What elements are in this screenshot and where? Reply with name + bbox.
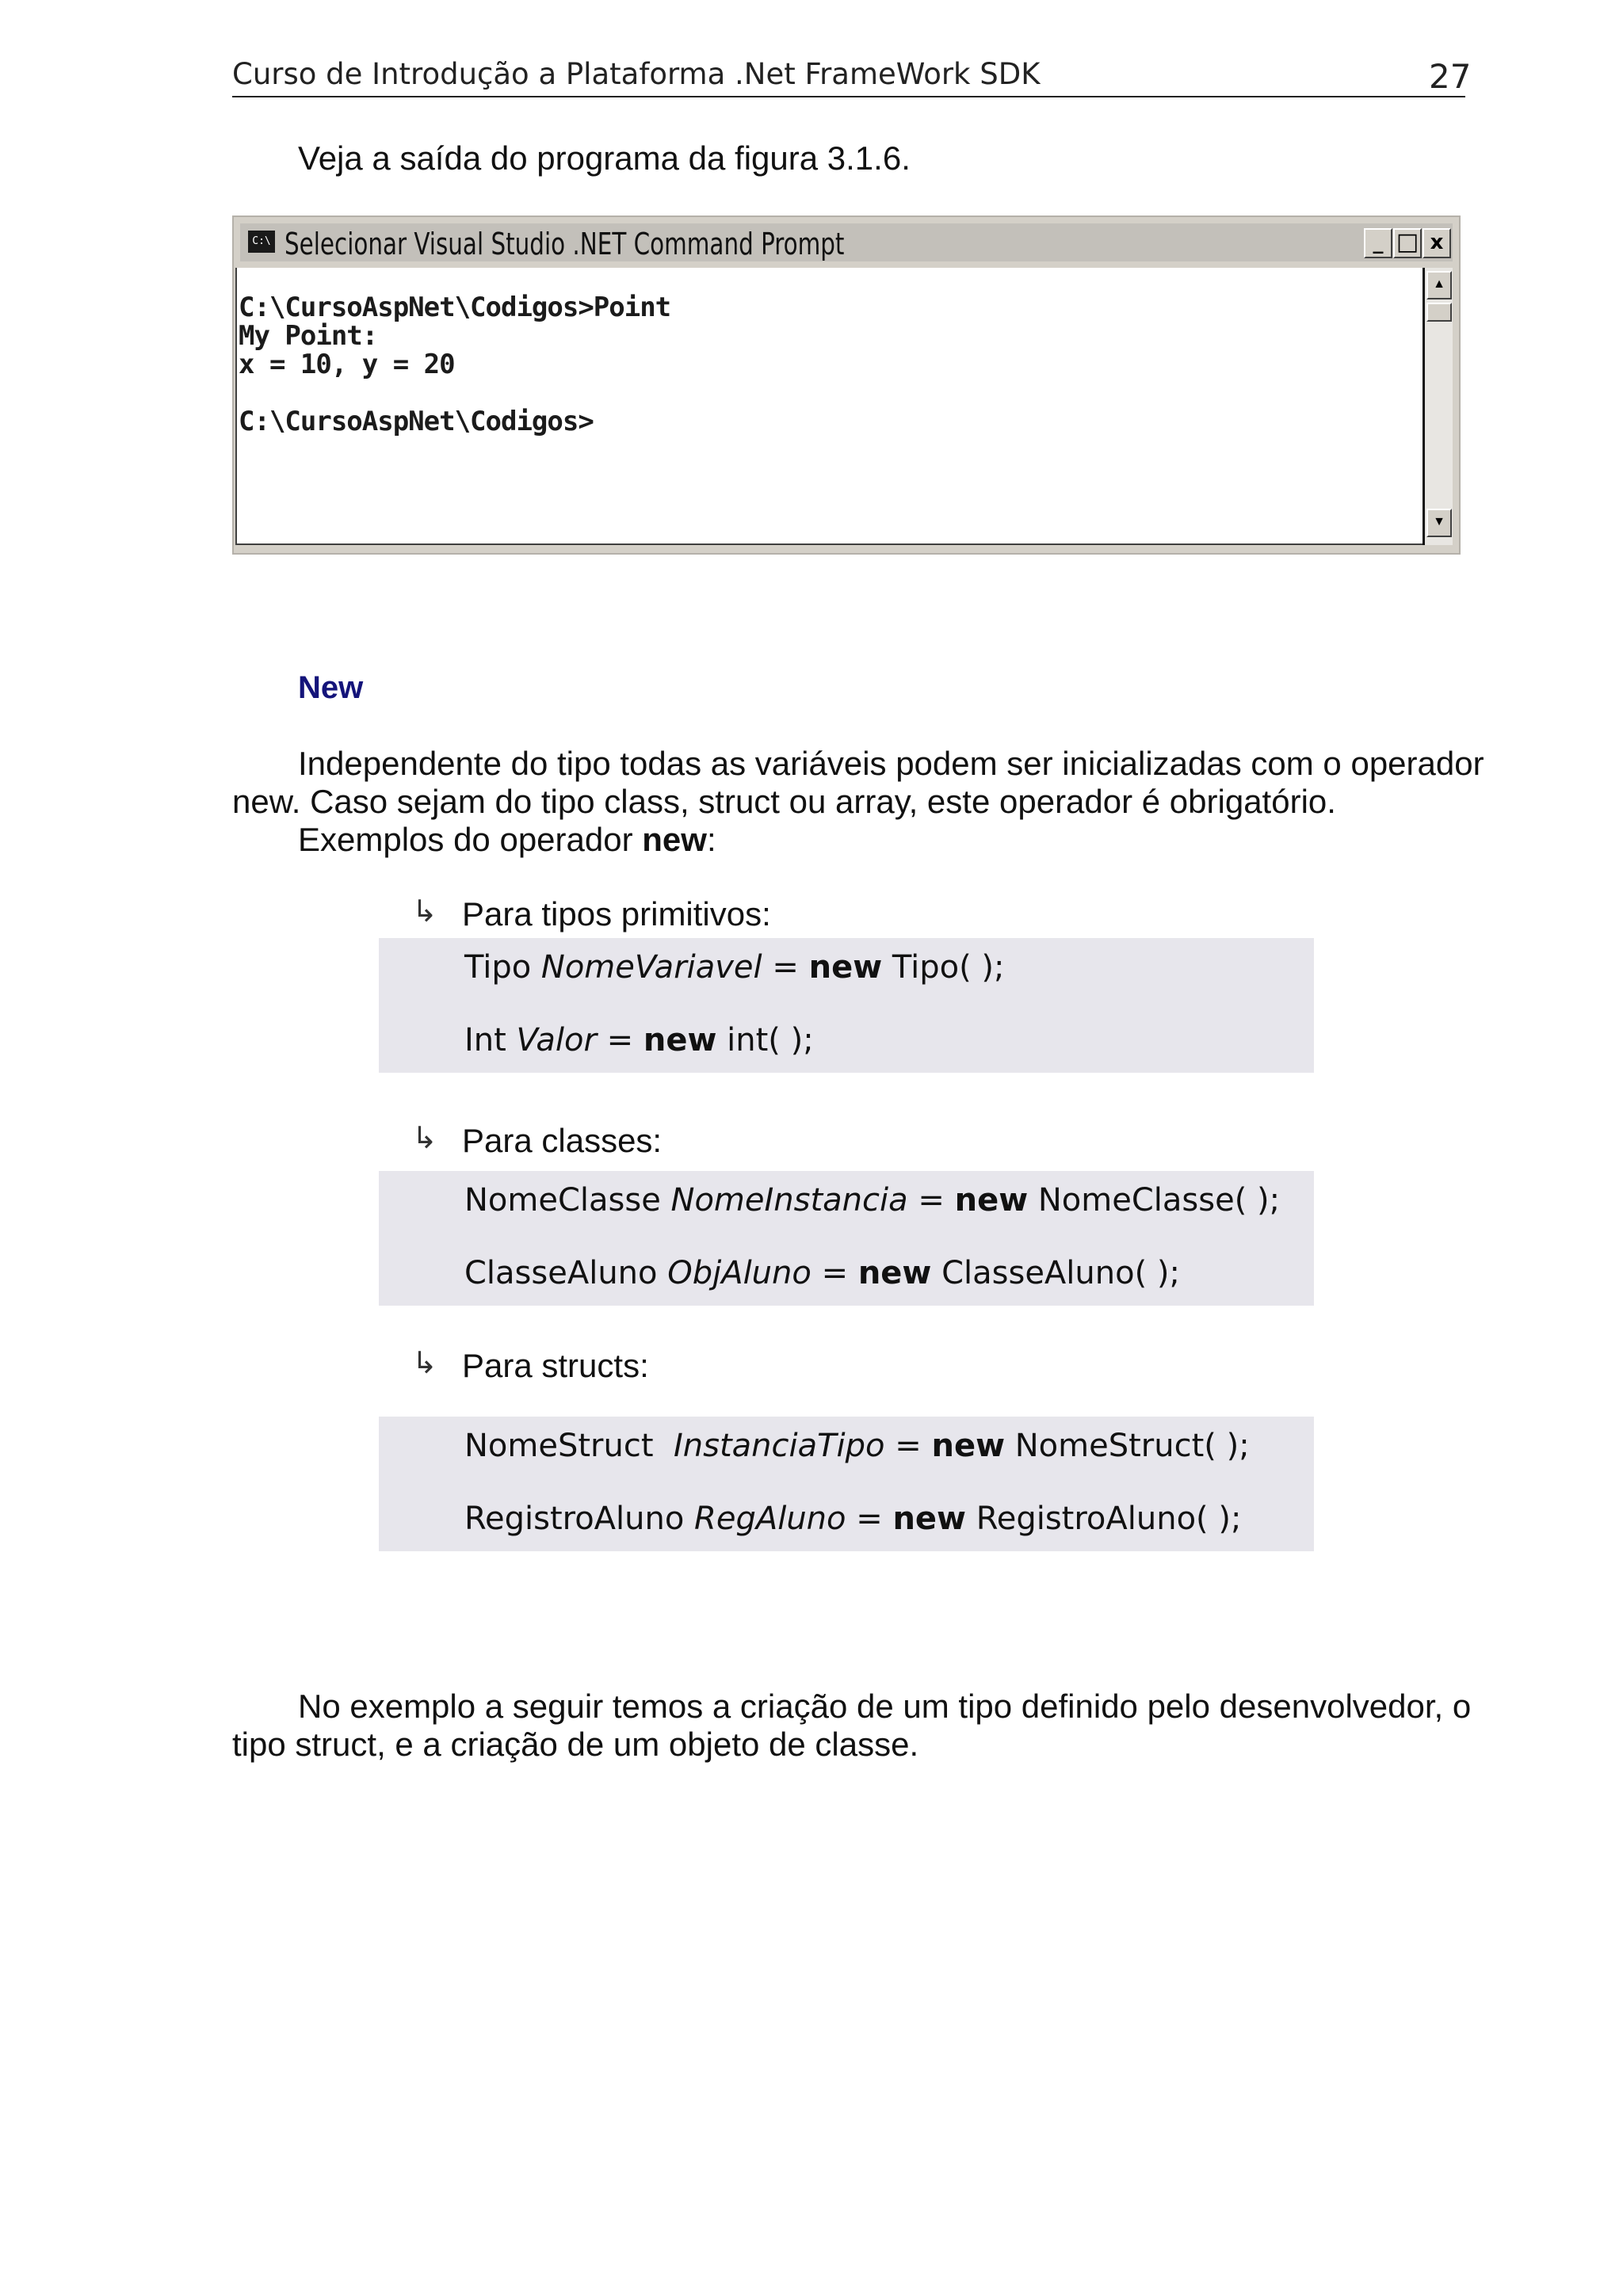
paragraph-line: new. Caso sejam do tipo class, struct ou array, este operador é obrigatório. — [232, 783, 1336, 820]
code-line — [464, 949, 1004, 986]
minimize-button[interactable]: _ — [1364, 228, 1392, 258]
running-header: Curso de Introdução a Plataforma .Net FrameWork SDK — [232, 57, 1041, 91]
code-ctor: int( ); — [716, 1022, 814, 1058]
console-window — [232, 215, 1461, 555]
intro-paragraph: Veja a saída do programa da figura 3.1.6. — [298, 139, 911, 177]
code-ctor: Tipo( ); — [882, 949, 1005, 986]
keyword-new: new — [808, 949, 883, 986]
code-identifier: NomeInstancia — [670, 1182, 908, 1219]
bullet-arrow-icon: ↳ — [412, 1345, 437, 1380]
code-identifier: NomeVariavel — [540, 949, 762, 986]
keyword-new: new — [931, 1428, 1006, 1464]
code-identifier: ObjAluno — [667, 1255, 812, 1291]
code-ctor: NomeStruct( ); — [1005, 1428, 1250, 1464]
bullet-arrow-icon: ↳ — [412, 894, 437, 929]
code-equals: = — [846, 1501, 893, 1537]
code-line — [464, 1022, 814, 1058]
section-heading: New — [298, 670, 364, 705]
bullet-label: Para classes: — [462, 1122, 663, 1159]
scroll-down-icon[interactable]: ▼ — [1426, 509, 1452, 537]
paragraph-line: Independente do tipo todas as variáveis podem ser inicializadas com o operador — [298, 745, 1484, 782]
code-type: NomeClasse — [464, 1182, 671, 1219]
bullet-label: Para structs: — [462, 1347, 649, 1384]
scroll-up-icon[interactable]: ▲ — [1426, 271, 1452, 299]
console-line: C:\CursoAspNet\Codigos> — [239, 406, 594, 437]
console-line: x = 10, y = 20 — [239, 349, 455, 380]
console-output — [235, 268, 1423, 545]
code-equals: = — [884, 1428, 932, 1464]
maximize-button[interactable]: □ — [1393, 228, 1422, 258]
paragraph-line: No exemplo a seguir temos a criação de um tipo definido pelo desenvolvedor, o — [298, 1688, 1472, 1725]
code-type: RegistroAluno — [464, 1501, 695, 1537]
keyword-new: new — [642, 821, 707, 858]
console-app-icon: C:\ — [248, 231, 275, 253]
code-identifier: RegAluno — [694, 1501, 846, 1537]
code-equals: = — [811, 1255, 858, 1291]
keyword-new: new — [857, 1255, 932, 1291]
console-title: Selecionar Visual Studio .NET Command Prompt — [285, 227, 845, 261]
paragraph-line: tipo struct, e a criação de um objeto de classe. — [232, 1726, 919, 1763]
code-equals: = — [762, 949, 809, 986]
paragraph-line — [298, 821, 716, 859]
console-line: My Point: — [239, 320, 378, 352]
text: Exemplos do operador — [298, 821, 643, 858]
code-type: ClasseAluno — [464, 1255, 668, 1291]
code-line — [464, 1501, 1241, 1537]
header-rule — [232, 96, 1465, 97]
code-type: NomeStruct — [464, 1428, 674, 1464]
bullet-arrow-icon: ↳ — [412, 1120, 437, 1155]
code-ctor: ClasseAluno( ); — [931, 1255, 1180, 1291]
scroll-thumb[interactable] — [1426, 303, 1452, 322]
page-number: 27 — [1429, 57, 1472, 96]
console-titlebar — [240, 223, 1453, 261]
code-line — [464, 1182, 1280, 1219]
code-equals: = — [596, 1022, 643, 1058]
code-equals: = — [907, 1182, 955, 1219]
code-line — [464, 1255, 1180, 1291]
text: : — [706, 821, 716, 858]
code-line — [464, 1428, 1250, 1464]
keyword-new: new — [892, 1501, 967, 1537]
close-button[interactable]: x — [1423, 228, 1451, 258]
bullet-label: Para tipos primitivos: — [462, 895, 771, 933]
code-ctor: RegistroAluno( ); — [966, 1501, 1242, 1537]
keyword-new: new — [643, 1022, 717, 1058]
code-identifier: Valor — [516, 1022, 597, 1058]
keyword-new: new — [954, 1182, 1029, 1219]
code-type: Tipo — [464, 949, 541, 986]
code-ctor: NomeClasse( ); — [1028, 1182, 1281, 1219]
code-identifier: InstanciaTipo — [673, 1428, 885, 1464]
console-scrollbar[interactable] — [1423, 268, 1453, 545]
console-line: C:\CursoAspNet\Codigos>Point — [239, 292, 671, 323]
code-type: Int — [464, 1022, 517, 1058]
